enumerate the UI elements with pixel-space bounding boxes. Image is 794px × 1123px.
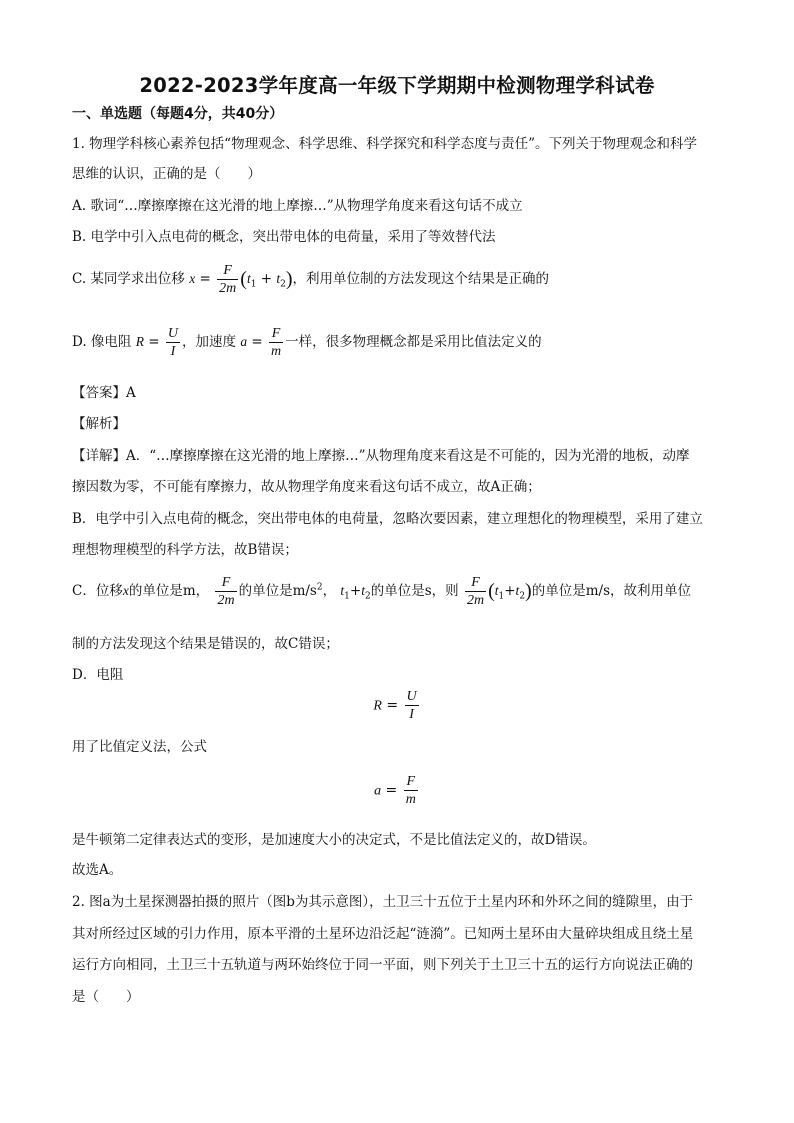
detail-c-part1: C．位移 [72, 583, 123, 599]
q1-option-c: C. 某同学求出位移 x = $\frac{F}{2m}$ $(t_1 + t_2)$，利用单位制的方法发现这个结果是正确的 [72, 263, 550, 296]
q1-option-d: D. 像电阻 R = $\frac{U}{I}$ ，加速度 a = $\frac{F}{m}$ 一样，很多物理概念都是采用比值法定义的 [72, 326, 542, 359]
q1-detail-line6: 制的方法发现这个结果是错误的，故C错误； [72, 636, 339, 652]
option-d-mid: ，加速度 [182, 334, 237, 350]
equation-r-u-i: R = $\frac{U}{I}$ [373, 689, 417, 722]
q2-stem-line1: 2. 图a为土星探测器拍摄的照片（图b为其示意图），土卫三十五位于土星内环和外环之间的缝隙里，由于 [72, 894, 694, 910]
option-d-suffix: 一样，很多物理概念都是采用比值法定义的 [285, 334, 542, 350]
q2-stem-line2: 其对所经过区域的引力作用，原本平滑的土星环边沿泛起“涟漪”。已知两土星环由大量碎块组成且绕土星 [72, 926, 694, 942]
detail-c-part4: ， [322, 583, 337, 599]
q1-stem-line1: 1. 物理学科核心素养包括“物理观念、科学思维、科学探究和科学态度与责任”。下列关于物理观念和科学 [72, 136, 697, 152]
q1-detail-line10: 故选A。 [72, 862, 123, 878]
option-c-suffix: ，利用单位制的方法发现这个结果是正确的 [292, 271, 550, 287]
fraction-f-over-2m-detail2: $\frac{F}{2m}$ [466, 575, 485, 608]
detail-c-part6: 的单位是m/s，故利用单位 [531, 583, 691, 599]
fraction-f-over-m: $\frac{F}{m}$ [270, 326, 282, 359]
q1-stem-line2: 思维的认识，正确的是（ ） [72, 166, 261, 182]
option-c-prefix: C. 某同学求出位移 [72, 271, 185, 287]
option-d-prefix: D. 像电阻 [72, 334, 132, 350]
q1-detail-c: C．位移x的单位是m， $\frac{F}{2m}$ 的单位是$m/s^2$， $t_1+t_2$的单位是s，则 $\frac{F}{2m}$ $(t_1+t_2)$的单位是m/s，故利用单位 [72, 575, 691, 608]
q2-stem-line4: 是（ ） [72, 989, 140, 1005]
q1-detail-line8: 用了比值定义法，公式 [72, 739, 207, 755]
fraction-f-over-2m: $\frac{F}{2m}$ [219, 263, 237, 296]
section-heading: 一、单选题（每题4分，共40分） [72, 106, 284, 122]
q1-detail-line9: 是牛顿第二定律表达式的变形，是加速度大小的决定式，不是比值法定义的，故D错误。 [72, 832, 596, 848]
equation-a-f-m: a = $\frac{F}{m}$ [374, 774, 416, 807]
fraction-f-over-2m-detail: $\frac{F}{2m}$ [217, 575, 235, 608]
q1-detail-line1: 【详解】A．“…摩擦摩擦在这光滑的地上摩擦…”从物理角度来看这是不可能的，因为光滑的地板，动摩 [72, 448, 690, 464]
q1-detail-line3: B．电学中引入点电荷的概念，突出带电体的电荷量，忽略次要因素，建立理想化的物理模型，采用了建立 [72, 511, 703, 527]
detail-c-part5: 的单位是s，则 [370, 583, 459, 599]
q1-answer: 【答案】A [72, 385, 136, 401]
detail-c-part3: 的单位是m/s [238, 583, 317, 599]
page-title: 2022-2023学年度高一年级下学期期中检测物理学科试卷 [139, 74, 655, 97]
q1-detail-line2: 擦因数为零，不可能有摩擦力，故从物理学角度来看这句话不成立，故A正确； [72, 479, 541, 495]
q1-analysis-heading: 【解析】 [72, 416, 126, 432]
fraction-u-over-i: $\frac{U}{I}$ [167, 326, 179, 359]
q1-detail-line7: D．电阻 [72, 667, 124, 683]
q1-detail-line4: 理想物理模型的科学方法，故B错误； [72, 542, 298, 558]
q1-option-b: B. 电学中引入点电荷的概念，突出带电体的电荷量，采用了等效替代法 [72, 229, 496, 245]
q1-option-a: A. 歌词“…摩擦摩擦在这光滑的地上摩擦…”从物理学角度来看这句话不成立 [72, 198, 523, 214]
detail-c-part2: 的单位是m， [128, 583, 210, 599]
q2-stem-line3: 运行方向相同，土卫三十五轨道与两环始终位于同一平面，则下列关于土卫三十五的运行方向说法正确的 [72, 957, 693, 973]
